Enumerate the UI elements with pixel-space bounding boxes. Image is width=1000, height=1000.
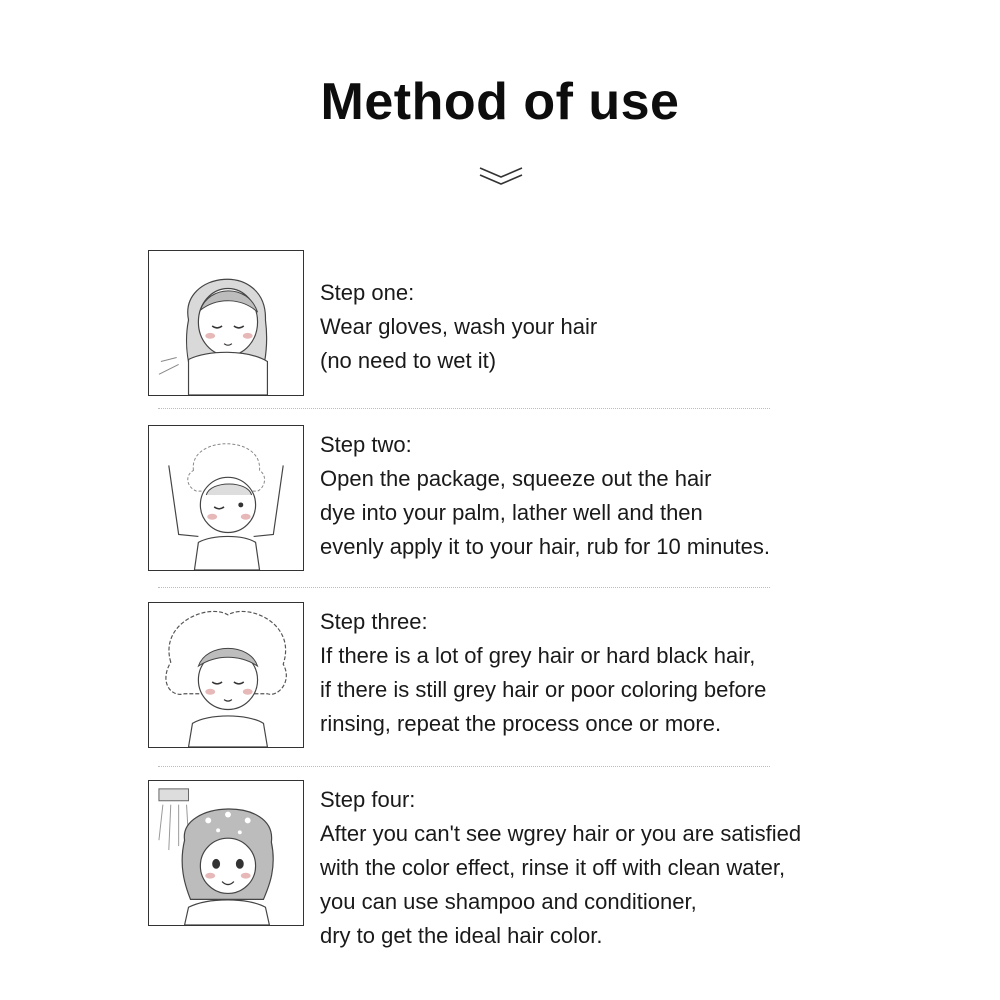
double-chevron-down-icon: [478, 163, 524, 187]
page-title: Method of use: [320, 73, 680, 131]
step-one-heading: Step one:: [320, 280, 415, 305]
divider: [158, 587, 770, 588]
divider: [158, 408, 770, 409]
step-three-line: rinsing, repeat the process once or more.: [320, 711, 722, 736]
step-one-line: Wear gloves, wash your hair: [320, 314, 598, 339]
step-four-line: with the color effect, rinse it off with clean water,: [320, 855, 786, 880]
step-four-illustration: [148, 780, 304, 926]
step-two-line: dye into your palm, lather well and then: [320, 500, 703, 525]
step-four-line: you can use shampoo and conditioner,: [320, 889, 697, 914]
step-one-line: (no need to wet it): [320, 348, 497, 373]
step-one-illustration: [148, 250, 304, 396]
step-four-line: After you can't see wgrey hair or you are satisfied: [320, 821, 802, 846]
step-three-line: If there is a lot of grey hair or hard black hair,: [320, 643, 756, 668]
step-two-heading: Step two:: [320, 432, 412, 457]
step-two-line: evenly apply it to your hair, rub for 10 minutes.: [320, 534, 771, 559]
divider: [158, 766, 770, 767]
step-three-illustration: [148, 602, 304, 748]
step-three-line: if there is still grey hair or poor coloring before: [320, 677, 767, 702]
step-three-heading: Step three:: [320, 609, 428, 634]
step-four-heading: Step four:: [320, 787, 416, 812]
step-two-illustration: [148, 425, 304, 571]
step-two-line: Open the package, squeeze out the hair: [320, 466, 712, 491]
step-four-line: dry to get the ideal hair color.: [320, 923, 603, 948]
